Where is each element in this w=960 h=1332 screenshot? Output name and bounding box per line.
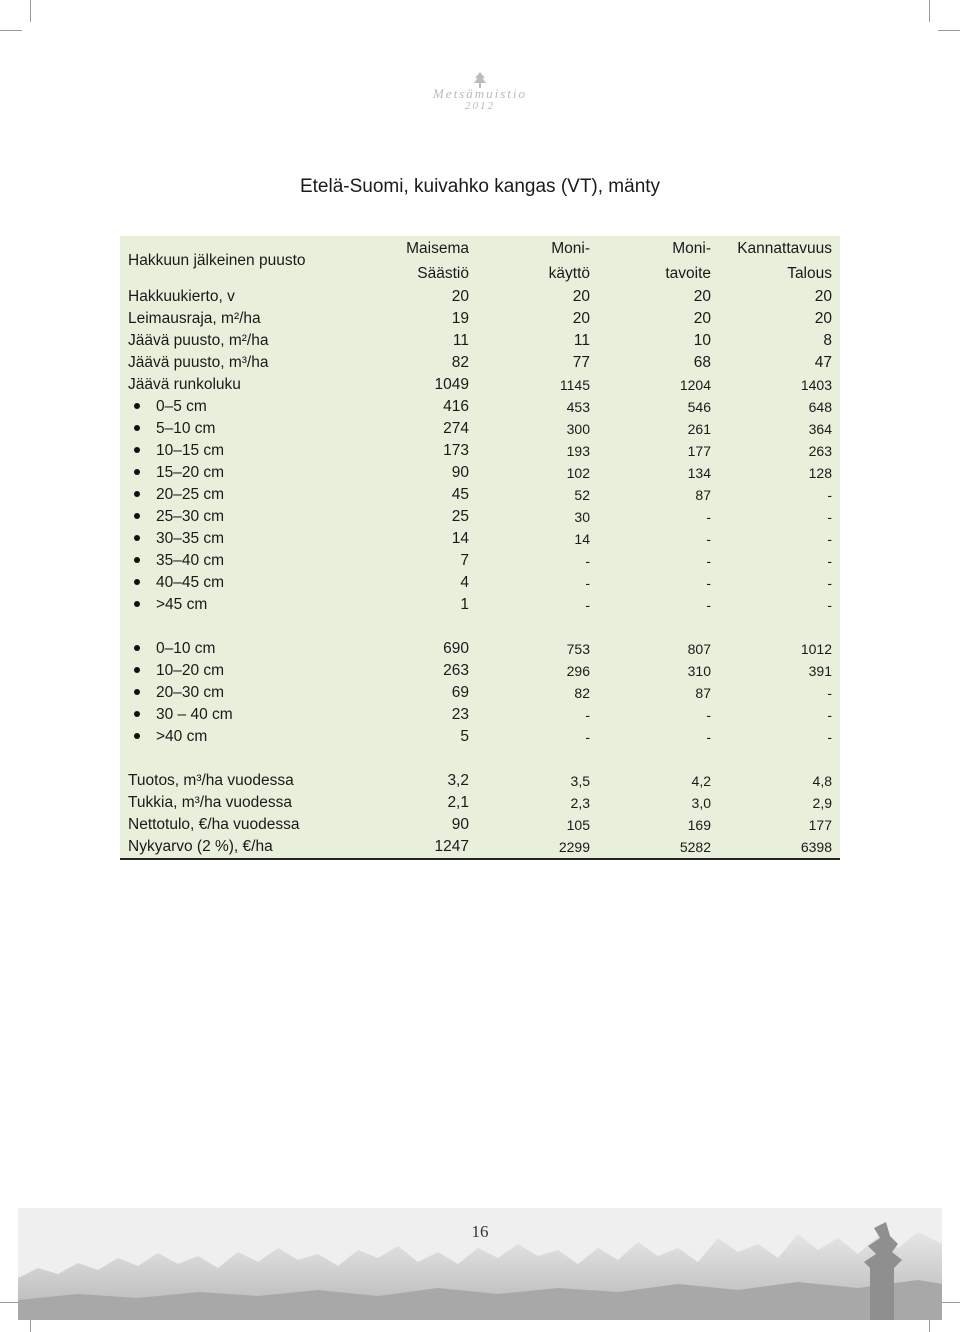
value-cell: 19 [451,310,469,327]
value-cell: 11 [573,332,590,349]
value-cell: 1403 [800,377,832,393]
row-label-cell [120,550,356,572]
value-cell: 20 [814,288,832,305]
value-cell: 20 [572,288,590,305]
value-cell: 134 [687,465,711,481]
value-cell: 263 [808,443,832,459]
bullet-icon [134,557,140,563]
value-cell: 300 [566,421,590,437]
value-cell: 20 [572,310,590,327]
row-label: 40–45 cm [156,574,225,591]
bullet-icon [134,513,140,519]
row-label: 20–25 cm [156,486,225,503]
value-cell: 3,5 [570,773,590,789]
value-cell: 807 [687,641,711,657]
value-cell: 296 [566,663,590,679]
row-label: 30 – 40 cm [156,706,233,723]
value-cell: - [827,597,832,613]
value-cell: - [585,729,590,745]
value-cell: - [827,509,832,525]
value-cell: 1145 [559,377,590,393]
bullet-icon [134,689,140,695]
row-label: 5–10 cm [156,420,216,437]
table-row [120,638,840,660]
table-row [120,682,840,704]
table-row [120,704,840,726]
row-label: Tuotos, m³/ha vuodessa [128,772,294,789]
table-row [120,572,840,594]
logo-year: 2012 [465,100,495,112]
table-row [120,440,840,462]
value-cell: 20 [693,310,711,327]
value-cell: 690 [443,640,469,657]
value-cell: 5282 [679,839,711,855]
value-cell: 10 [693,332,711,349]
value-cell: - [827,553,832,569]
value-cell: 177 [808,817,832,833]
value-cell: 82 [574,685,590,701]
row-label-cell [120,572,356,594]
value-cell: 23 [451,706,469,723]
bullet-icon [134,403,140,409]
row-label: Tukkia, m³/ha vuodessa [128,794,292,811]
row-label-cell [120,418,356,440]
value-cell: - [585,553,590,569]
row-label: 20–30 cm [156,684,225,701]
value-cell: - [706,509,711,525]
value-cell: 261 [687,421,711,437]
value-cell: 128 [808,465,832,481]
table-row [120,836,840,859]
value-cell: - [827,575,832,591]
value-cell: 105 [566,817,590,833]
value-cell: 5 [460,728,469,745]
value-cell: - [585,707,590,723]
spacer-row [120,616,840,638]
value-cell: 90 [451,464,469,481]
row-label: >40 cm [156,728,208,745]
value-cell: 52 [574,487,590,503]
table-row [120,418,840,440]
row-label-cell [120,374,356,396]
value-cell: 546 [687,399,711,415]
bullet-icon [134,645,140,651]
row-label: Hakkuukierto, v [128,288,235,305]
value-cell: 648 [808,399,832,415]
row-label: Jäävä puusto, m²/ha [128,332,269,349]
value-cell: - [706,597,711,613]
row-label: Jäävä runkoluku [128,376,241,393]
row-label-cell [120,836,356,859]
stand-table [120,236,840,860]
row-label: 15–20 cm [156,464,225,481]
row-label: 0–10 cm [156,640,216,657]
value-cell: 4,2 [691,773,711,789]
table-row [120,330,840,352]
column-header-top: Moni- [551,240,590,257]
value-cell: 20 [451,288,469,305]
value-cell: 102 [566,465,590,481]
table-row [120,660,840,682]
column-header-bottom: käyttö [548,265,590,282]
value-cell: 87 [695,685,711,701]
value-cell: 364 [808,421,832,437]
value-cell: 4 [460,574,469,591]
column-header-bottom: Talous [787,265,832,282]
row-label: 0–5 cm [156,398,207,415]
row-label-cell [120,704,356,726]
row-label: Nettotulo, €/ha vuodessa [128,816,300,833]
value-cell: 6398 [800,839,832,855]
value-cell: 45 [451,486,469,503]
value-cell: 47 [814,354,832,371]
table-row [120,528,840,550]
row-label-cell [120,462,356,484]
value-cell: 173 [443,442,469,459]
value-cell: - [827,487,832,503]
row-label: >45 cm [156,596,208,613]
value-cell: 2,1 [447,794,469,811]
row-label: Nykyarvo (2 %), €/ha [128,838,273,855]
spacer-row [120,748,840,770]
value-cell: 20 [693,288,711,305]
value-cell: - [585,575,590,591]
column-header-top: Kannattavuus [737,240,832,257]
table-row [120,352,840,374]
value-cell: 177 [687,443,711,459]
row-label: 30–35 cm [156,530,225,547]
page-number: 16 [471,1222,489,1241]
table-row [120,286,840,308]
value-cell: 3,2 [447,772,469,789]
value-cell: - [706,553,711,569]
row-label: 25–30 cm [156,508,225,525]
value-cell: - [827,685,832,701]
logo-name: Metsämuistio [432,86,528,101]
value-cell: 87 [695,487,711,503]
bullet-icon [134,711,140,717]
table-row [120,550,840,572]
value-cell: 7 [460,552,469,569]
value-cell: 753 [566,641,590,657]
value-cell: 2,3 [570,795,590,811]
table-row [120,792,840,814]
value-cell: 68 [693,354,711,371]
bullet-icon [134,579,140,585]
bullet-icon [134,535,140,541]
table-row [120,484,840,506]
value-cell: 416 [443,398,469,415]
row-label-cell [120,308,356,330]
value-cell: 453 [566,399,590,415]
value-cell: 4,8 [812,773,832,789]
value-cell: 274 [443,420,469,437]
row-label-cell [120,792,356,814]
table-row [120,374,840,396]
table-corner-header: Hakkuun jälkeinen puusto [128,252,306,269]
bullet-icon [134,601,140,607]
table-row [120,726,840,748]
value-cell: - [706,531,711,547]
table-row [120,462,840,484]
table-row [120,308,840,330]
value-cell: 1247 [434,838,469,855]
table-row [120,814,840,836]
row-label-cell [120,528,356,550]
value-cell: - [827,707,832,723]
value-cell: - [585,597,590,613]
column-header-bottom: tavoite [665,265,711,282]
column-header-top: Moni- [672,240,711,257]
row-label: 10–20 cm [156,662,225,679]
value-cell: 25 [451,508,469,525]
bullet-icon [134,447,140,453]
row-label-cell [120,286,356,308]
value-cell: 391 [808,663,832,679]
value-cell: 82 [451,354,469,371]
bullet-icon [134,425,140,431]
value-cell: 20 [814,310,832,327]
bullet-icon [134,733,140,739]
row-label: 35–40 cm [156,552,225,569]
row-label-cell [120,770,356,792]
row-label-cell [120,638,356,660]
row-label-cell [120,594,356,616]
value-cell: - [827,531,832,547]
value-cell: 263 [443,662,469,679]
column-header-top: Maisema [406,240,469,257]
row-label-cell [120,440,356,462]
row-label: Leimausraja, m²/ha [128,310,261,327]
value-cell: 69 [451,684,469,701]
crop-mark [938,30,960,31]
row-label-cell [120,396,356,418]
value-cell: 30 [574,509,590,525]
value-cell: 3,0 [691,795,711,811]
row-label-cell [120,484,356,506]
crop-mark [30,0,31,22]
page-title: Etelä-Suomi, kuivahko kangas (VT), mänty [299,176,661,197]
row-label-cell [120,352,356,374]
row-label-cell [120,726,356,748]
value-cell: 90 [451,816,469,833]
row-label: Jäävä puusto, m³/ha [128,354,269,371]
row-label: 10–15 cm [156,442,225,459]
value-cell: 8 [823,332,832,349]
table-row [120,770,840,792]
bullet-icon [134,491,140,497]
value-cell: 2,9 [812,795,832,811]
bullet-icon [134,667,140,673]
value-cell: 169 [687,817,711,833]
value-cell: 1 [460,596,469,613]
row-label-cell [120,660,356,682]
crop-mark [929,0,930,22]
value-cell: - [827,729,832,745]
crop-mark [0,30,22,31]
row-label-cell [120,506,356,528]
value-cell: 1049 [434,376,469,393]
value-cell: 193 [566,443,590,459]
row-label-cell [120,682,356,704]
value-cell: 1012 [800,641,832,657]
row-label-cell [120,814,356,836]
table-row [120,396,840,418]
row-label-cell [120,330,356,352]
table-row [120,506,840,528]
value-cell: 14 [451,530,469,547]
table-row [120,594,840,616]
bullet-icon [134,469,140,475]
value-cell: 2299 [558,839,590,855]
value-cell: 1204 [679,377,711,393]
column-header-bottom: Säästiö [417,265,469,282]
value-cell: - [706,575,711,591]
value-cell: 310 [687,663,711,679]
value-cell: - [706,729,711,745]
value-cell: 14 [574,531,590,547]
value-cell: 77 [572,354,590,371]
value-cell: 11 [452,332,469,349]
value-cell: - [706,707,711,723]
